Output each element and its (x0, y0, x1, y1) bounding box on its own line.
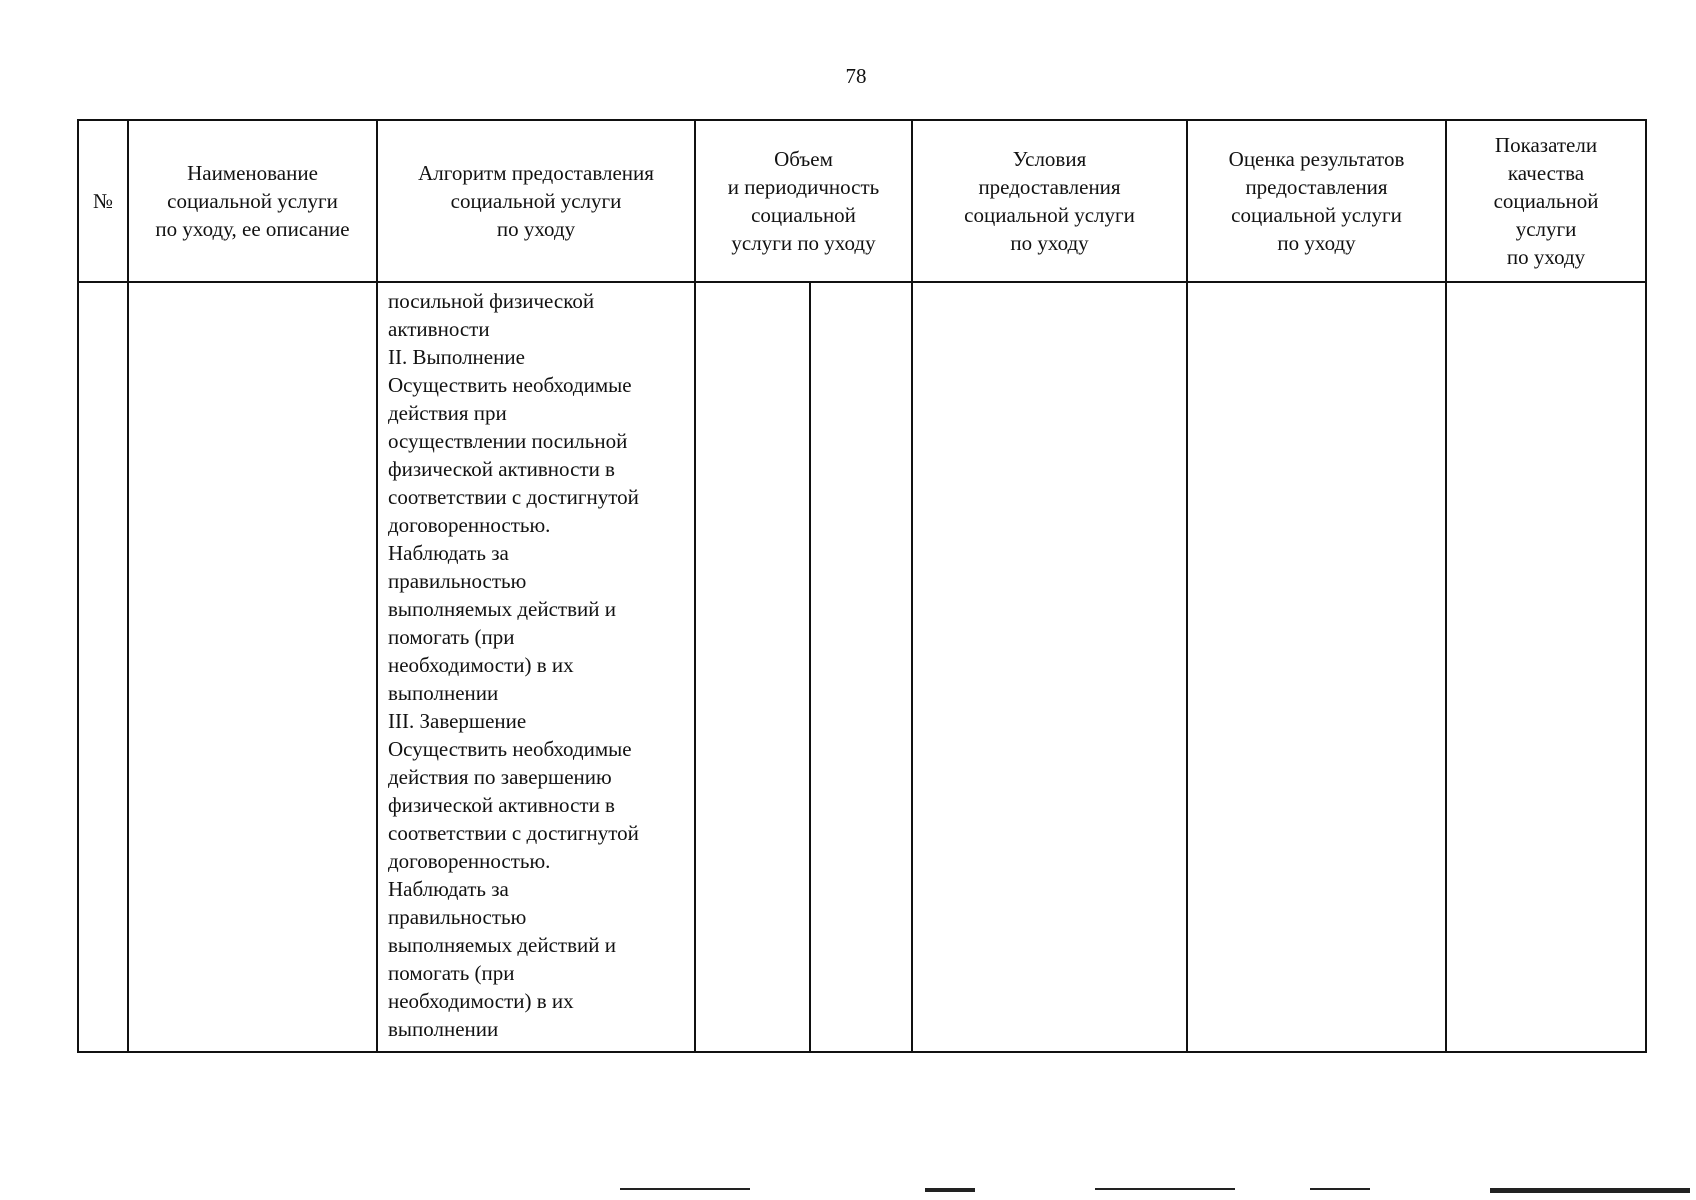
cell-volume (695, 282, 810, 1052)
cell-num (78, 282, 128, 1052)
algorithm-line: соответствии с достигнутой (388, 485, 639, 509)
header-conditions-line: предоставления (978, 175, 1121, 199)
cell-algorithm (377, 282, 695, 1052)
algorithm-line: физической активности в (388, 793, 615, 817)
algorithm-line: помогать (при (388, 625, 515, 649)
algorithm-line: Осуществить необходимые (388, 373, 632, 397)
services-table (77, 119, 1647, 1053)
header-conditions-line: социальной услуги (964, 203, 1135, 227)
header-quality (1446, 120, 1646, 282)
header-evaluation-line: социальной услуги (1231, 203, 1402, 227)
header-volume-line: услуги по уходу (731, 231, 876, 255)
algorithm-line: физической активности в (388, 457, 615, 481)
algorithm-line: соответствии с достигнутой (388, 821, 639, 845)
algorithm-line: договоренностью. (388, 849, 551, 873)
algorithm-line: посильной физической (388, 289, 595, 313)
algorithm-line: выполняемых действий и (388, 933, 616, 957)
header-name-line: Наименование (187, 161, 318, 185)
header-quality-line: услуги (1515, 217, 1577, 241)
cell-periodicity (810, 282, 912, 1052)
algorithm-line: необходимости) в их (388, 653, 574, 677)
algorithm-line: необходимости) в их (388, 989, 574, 1013)
header-conditions (912, 120, 1187, 282)
cell-evaluation (1187, 282, 1446, 1052)
algorithm-line: действия при (388, 401, 507, 425)
algorithm-line: Наблюдать за (388, 541, 509, 565)
algorithm-line: активности (388, 317, 490, 341)
algorithm-line: осуществлении посильной (388, 429, 628, 453)
algorithm-line: III. Завершение (388, 709, 527, 733)
header-evaluation-line: по уходу (1277, 231, 1356, 255)
algorithm-line: выполнении (388, 681, 499, 705)
header-volume (695, 120, 912, 282)
algorithm-line: договоренностью. (388, 513, 551, 537)
header-evaluation-line: Оценка результатов (1228, 147, 1405, 171)
header-conditions-line: по уходу (1010, 231, 1089, 255)
table-header-row (78, 120, 1646, 282)
header-name-line: по уходу, ее описание (155, 217, 350, 241)
header-quality-line: качества (1507, 161, 1585, 185)
cell-conditions (912, 282, 1187, 1052)
header-evaluation (1187, 120, 1446, 282)
algorithm-line: Наблюдать за (388, 877, 509, 901)
header-conditions-line: Условия (1012, 147, 1087, 171)
header-name (128, 120, 377, 282)
header-name-line: социальной услуги (167, 189, 338, 213)
cell-name (128, 282, 377, 1052)
header-algorithm (377, 120, 695, 282)
header-quality-line: Показатели (1494, 133, 1598, 157)
header-quality-line: по уходу (1506, 245, 1586, 269)
algorithm-line: Осуществить необходимые (388, 737, 632, 761)
algorithm-line: II. Выполнение (388, 345, 525, 369)
header-evaluation-line: предоставления (1245, 175, 1388, 199)
scan-edge-marks (0, 1188, 1696, 1200)
cell-quality (1446, 282, 1646, 1052)
header-quality-line: социальной (1493, 189, 1599, 213)
header-algorithm-line: социальной услуги (450, 189, 622, 213)
page-number: 78 (845, 64, 867, 88)
header-volume-line: Объем (774, 147, 833, 171)
algorithm-line: помогать (при (388, 961, 515, 985)
algorithm-line: правильностью (388, 569, 527, 593)
header-num: № (78, 120, 128, 282)
algorithm-line: выполнении (388, 1017, 499, 1041)
algorithm-line: правильностью (388, 905, 527, 929)
header-volume-line: и периодичность (727, 175, 880, 199)
algorithm-text (388, 287, 684, 1043)
algorithm-line: выполняемых действий и (388, 597, 616, 621)
table-row (78, 282, 1646, 1052)
header-algorithm-line: по уходу (496, 217, 576, 241)
header-algorithm-line: Алгоритм предоставления (418, 161, 654, 185)
header-volume-line: социальной (751, 203, 856, 227)
algorithm-line: действия по завершению (388, 765, 612, 789)
